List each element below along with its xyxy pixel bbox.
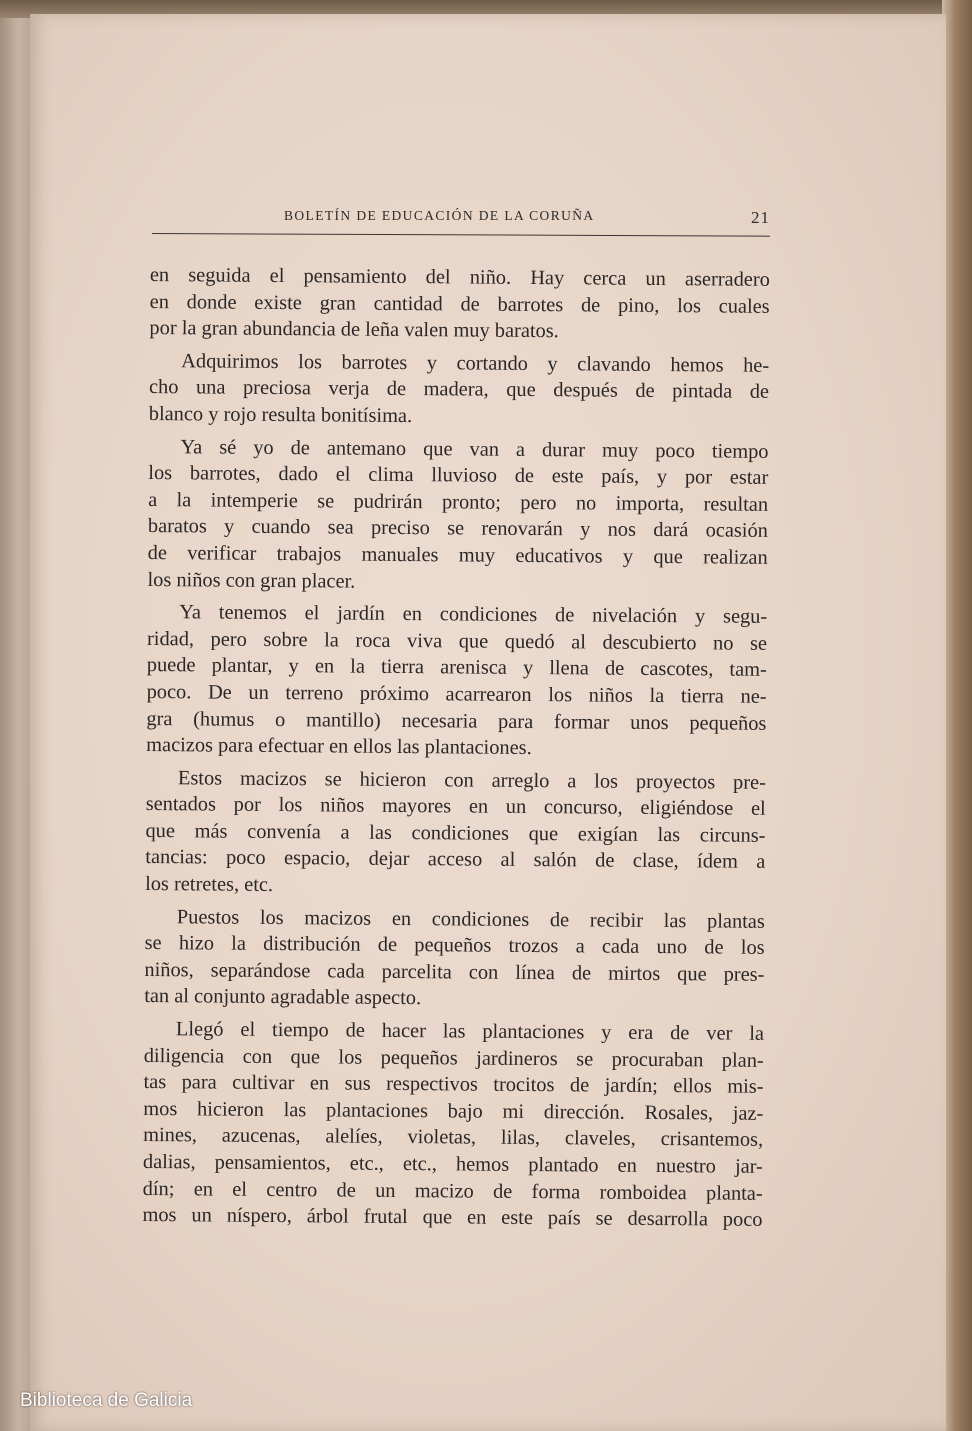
paragraph [149,262,770,347]
book-spine-left [0,0,34,1431]
text-line: dalias, pensamientos, etc., etc., hemos plantado en nuestro jar- [142,1150,763,1178]
text-line: tan al conjunto agradable aspecto. [144,985,422,1010]
text-line: dín; en el centro de un macizo de forma romboidea planta- [142,1177,763,1205]
paragraph [149,348,770,433]
text-line: Estos macizos se hicieron con arreglo a los proyectos pre- [177,766,767,794]
running-header [154,204,770,234]
text-line: macizos para efectuar en ellos las plantaciones. [146,734,532,760]
text-line: se hizo la distribución de pequeños trozos a cada uno de los [144,932,765,960]
paragraph [146,599,767,763]
text-line: en donde existe gran cantidad de barrotes de pino, los cuales [149,290,770,318]
text-line: Puestos los macizos en condiciones de recibir las plantas [176,905,765,933]
text-line: cho una preciosa verja de madera, que después de pintada de [148,376,770,404]
book-right-edge [942,0,972,1431]
text-line: los barrotes, dado el clima lluvioso de este país, y por estar [148,462,769,490]
text-line: los retretes, etc. [145,873,274,897]
text-line: ridad, pero sobre la roca viva que quedó al descubierto no se [146,627,768,655]
text-line: Ya tenemos el jardín en condiciones de nivelación y segu- [179,601,768,628]
journal-title: BOLETÍN DE EDUCACIÓN DE LA CORUÑA [284,208,595,223]
text-line: a la intemperie se pudrirán pronto; pero no importa, resultan [148,488,769,516]
text-line: gra (humus o mantillo) necesaria para formar unos pequeños [146,707,767,735]
text-line: de verificar trabajos manuales muy educativos y que realizan [147,541,768,569]
text-line: blanco y rojo resulta bonitísima. [148,402,413,428]
text-line: puede plantar, y en la tierra arenisca y llena de cascotes, tam- [146,654,767,682]
text-line: Adquirimos los barrotes y cortando y clavando hemos he- [181,350,770,377]
text-line: mos un níspero, árbol frutal que en este país se desarrolla poco [142,1204,763,1232]
text-line: Ya sé yo de antemano que van a durar muy poco tiempo [180,435,769,463]
text-line: en seguida el pensamiento del niño. Hay cerca un aserradero [149,263,770,291]
text-line: los niños con gran placer. [147,568,356,593]
text-line: Llegó el tiempo de hacer las plantaciones y era de ver la [175,1018,765,1045]
body-text [142,262,770,1240]
text-line: mos hicieron las plantaciones bajo mi dirección. Rosales, jaz- [143,1097,764,1125]
paragraph [144,904,765,1015]
library-watermark: Biblioteca de Galicia [20,1390,193,1411]
page-number: 21 [751,208,770,227]
text-line: diligencia con que los pequeños jardineros se procuraban plan- [143,1044,764,1072]
paragraph [142,1016,764,1234]
text-line: tas para cultivar en sus respectivos trocitos de jardín; ellos mis- [143,1071,764,1099]
text-line: baratos y cuando sea preciso se renovarán y nos dará ocasión [147,515,768,543]
text-line: que más convenía a las condiciones que exigían las circuns- [145,819,766,847]
paragraph [147,434,768,598]
text-line: poco. De un terreno próximo acarrearon los niños la tierra ne- [146,680,767,708]
paragraph [145,765,766,903]
text-line: niños, separándose cada parcelita con línea de mirtos que pres- [144,958,765,986]
text-line: sentados por los niños mayores en un concurso, eligiéndose el [145,793,766,821]
text-line: mines, azucenas, alelíes, violetas, lilas, claveles, crisantemos, [143,1124,764,1152]
text-line: por la gran abundancia de leña valen muy baratos. [149,317,559,343]
text-line: tancias: poco espacio, dejar acceso al salón de clase, ídem a [145,846,766,874]
